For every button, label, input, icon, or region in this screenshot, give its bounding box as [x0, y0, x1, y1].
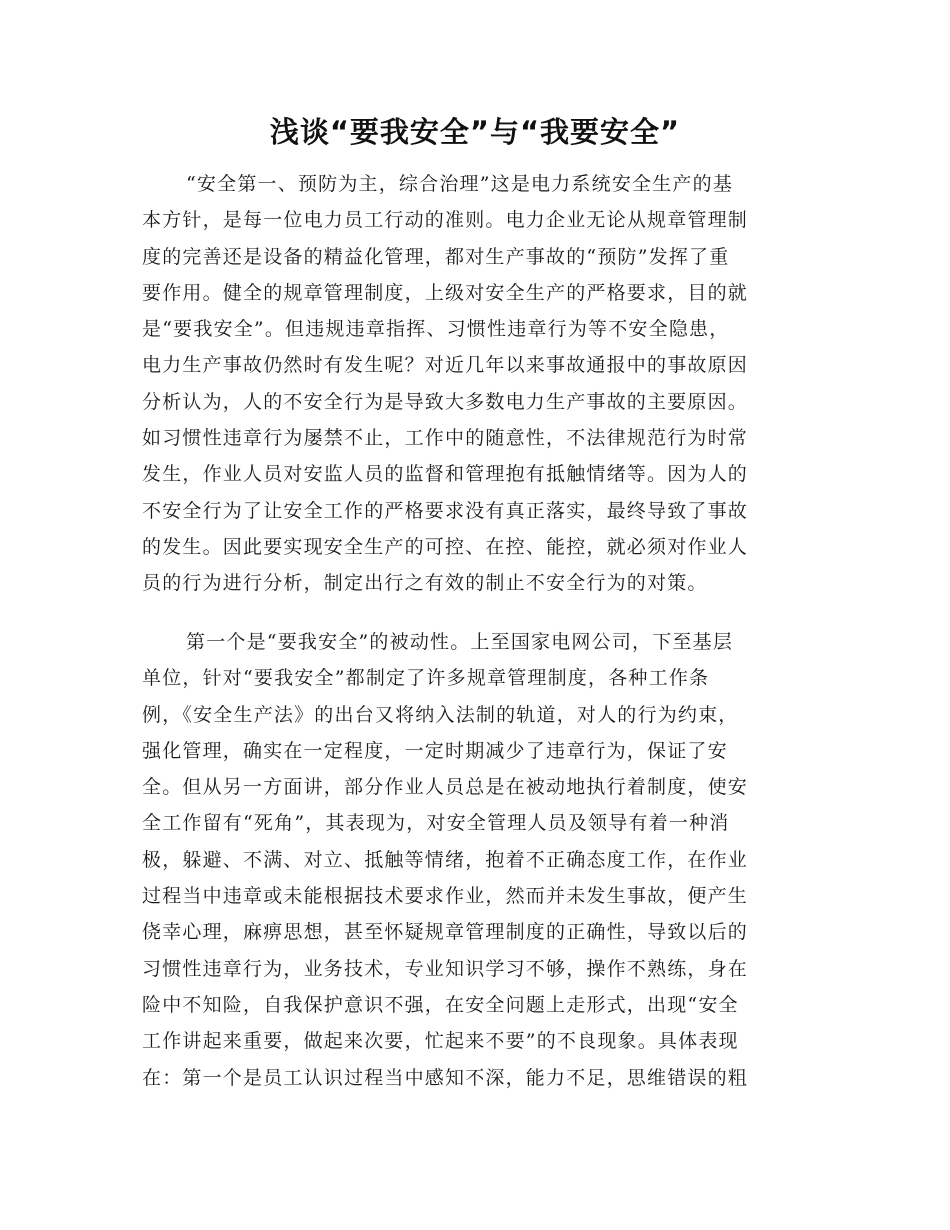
text-line: 要作用。健全的规章管理制度，上级对安全生产的严格要求，目的就 — [142, 281, 749, 304]
text-line: 第一个是“要我安全”的被动性。上至国家电网公司，下至基层 — [186, 631, 734, 653]
text-line: 单位，针对“要我安全”都制定了许多规章管理制度，各种工作条 — [142, 667, 710, 690]
text-line: 全工作留有“死角”，其表现为，对安全管理人员及领导有着一种消 — [142, 812, 730, 835]
text-line: 侥幸心理，麻痹思想，甚至怀疑规章管理制度的正确性，导致以后的 — [142, 921, 749, 944]
text-line: 习惯性违章行为，业务技术，专业知识学习不够，操作不熟练，身在 — [142, 957, 749, 980]
text-line: 分析认为，人的不安全行为是导致大多数电力生产事故的主要原因。 — [142, 390, 749, 413]
text-line: 险中不知险，自我保护意识不强，在安全问题上走形式，出现“安全 — [142, 993, 739, 1016]
paragraph-1 — [142, 166, 802, 602]
text-line: 度的完善还是设备的精益化管理，都对生产事故的“预防”发挥了重 — [142, 245, 730, 268]
paragraph-2 — [142, 624, 802, 1096]
text-line: 如习惯性违章行为屡禁不止，工作中的随意性，不法律规范行为时常 — [142, 427, 749, 450]
text-line: 强化管理，确实在一定程度，一定时期减少了违章行为，保证了安 — [142, 739, 728, 762]
document-title: 浅谈“要我安全”与“我要安全” — [269, 115, 681, 149]
text-line: 极，躲避、不满、对立、抵触等情绪，抱着不正确态度工作，在作业 — [142, 848, 749, 871]
text-line: 发生，作业人员对安监人员的监督和管理抱有抵触情绪等。因为人的 — [142, 463, 749, 486]
text-line: “安全第一、预防为主，综合治理”这是电力系统安全生产的基 — [186, 173, 734, 195]
text-line: 员的行为进行分析，制定出行之有效的制止不安全行为的对策。 — [142, 572, 708, 595]
text-line: 不安全行为了让安全工作的严格要求没有真正落实，最终导致了事故 — [142, 499, 749, 522]
text-line: 是“要我安全”。但违规违章指挥、习惯性违章行为等不安全隐患， — [142, 318, 730, 341]
text-line: 在：第一个是员工认识过程当中感知不深，能力不足，思维错误的粗 — [142, 1066, 749, 1089]
text-line: 过程当中违章或未能根据技术要求作业，然而并未发生事故，便产生 — [142, 885, 749, 908]
text-line: 全。但从另一方面讲，部分作业人员总是在被动地执行着制度，使安 — [142, 776, 749, 799]
text-line: 工作讲起来重要，做起来次要，忙起来不要”的不良现象。具体表现 — [142, 1030, 739, 1053]
text-line: 本方针，是每一位电力员工行动的准则。电力企业无论从规章管理制 — [142, 209, 749, 232]
text-line: 电力生产事故仍然时有发生呢？对近几年以来事故通报中的事故原因 — [142, 354, 749, 377]
text-line: 例，《安全生产法》的出台又将纳入法制的轨道，对人的行为约束， — [142, 703, 739, 726]
text-line: 的发生。因此要实现安全生产的可控、在控、能控，就必须对作业人 — [142, 535, 749, 558]
